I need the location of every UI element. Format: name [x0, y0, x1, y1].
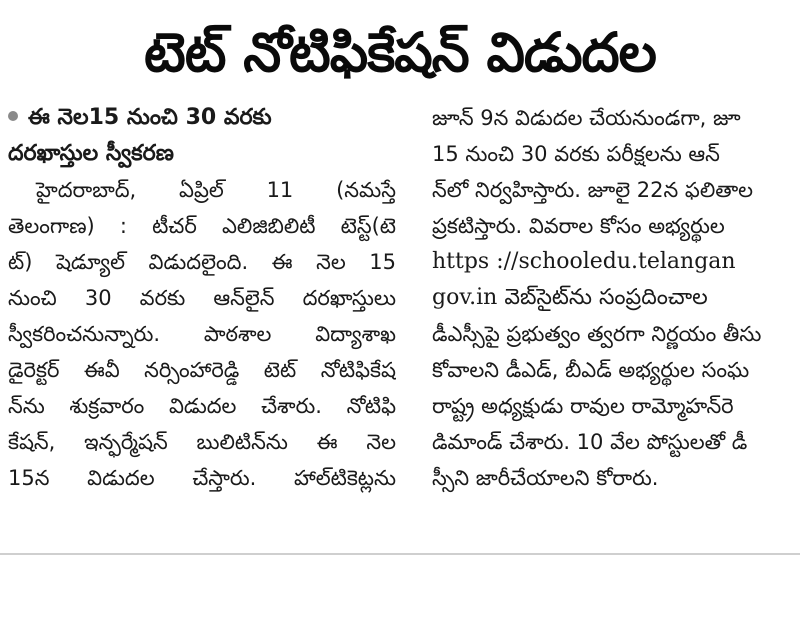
url-line-2: gov.in వెబ్‌సైట్‌ను సంప్రదించాల — [432, 285, 708, 310]
subheadline-line-2: దరఖాస్తుల స్వీకరణ — [8, 141, 174, 166]
subheadline-text-1: ఈ నెల15 నుంచి 30 వరకు — [28, 105, 272, 130]
body-line: ట్) షెడ్యూల్ విడుదలైంది. ఈ నెల 15 — [8, 250, 396, 274]
body-line: డిమాండ్ చేశారు. 10 వేల పోస్టులతో డీ — [432, 430, 748, 454]
body-line: నుంచి 30 వరకు ఆన్‌లైన్ దరఖాస్తులు — [8, 286, 396, 310]
body-line: తెలంగాణ) : టీచర్ ఎలిజిబిలిటీ టెస్ట్(టె — [8, 214, 396, 238]
body-line: హైదరాబాద్, ఏప్రిల్ 11 (నమస్తే — [36, 178, 396, 202]
bottom-divider — [0, 553, 800, 555]
body-line: న్‌లో నిర్వహిస్తారు. జూలై 22న ఫలితాల — [432, 178, 754, 202]
left-column — [8, 100, 396, 496]
body-line: కేషన్, ఇన్ఫర్మేషన్ బులిటిన్‌ను ఈ నెల — [8, 430, 396, 454]
body-line: జూన్ 9న విడుదల చేయనుండగా, జూ — [432, 106, 741, 130]
body-line: ప్రకటిస్తారు. వివరాల కోసం అభ్యర్థుల — [432, 214, 725, 238]
body-line: డీఎస్సీపై ప్రభుత్వం త్వరగా నిర్ణయం తీసు — [432, 322, 762, 346]
body-line: రాష్ట్ర అధ్యక్షుడు రావుల రామ్మోహన్‌రె — [432, 394, 734, 418]
body-line: న్‌ను శుక్రవారం విడుదల చేశారు. నోటిఫి — [8, 394, 396, 418]
subheadline-line-1 — [8, 100, 396, 136]
url-line-1: https ://schooledu.telangan — [432, 249, 736, 274]
body-line: డైరెక్టర్ ఈవీ నర్సింహారెడ్డి టెట్ నోటిఫికేష — [8, 358, 396, 382]
body-line: కోవాలని డీఎడ్, బీఎడ్ అభ్యర్థుల సంఘ — [432, 358, 750, 382]
body-line: స్వీకరించనున్నారు. పాఠశాల విద్యాశాఖ — [8, 322, 396, 346]
headline: టెట్ నోటిఫికేషన్ విడుదల — [144, 21, 656, 84]
body-line: 15న విడుదల చేస్తారు. హాల్‌టికెట్లను — [8, 466, 396, 490]
bullet-icon — [8, 111, 18, 121]
body-line: 15 నుంచి 30 వరకు పరీక్షలను ఆన్ — [432, 142, 720, 166]
body-line: స్సీని జారీచేయాలని కోరారు. — [432, 466, 659, 490]
right-column — [432, 100, 800, 496]
